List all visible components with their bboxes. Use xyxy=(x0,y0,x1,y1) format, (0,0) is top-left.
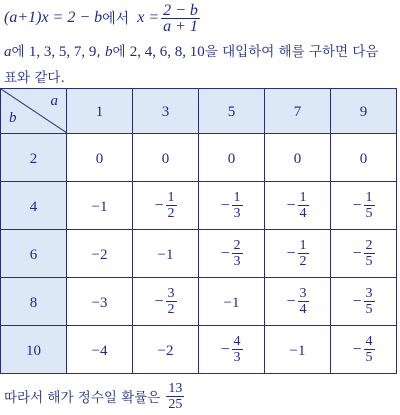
cell-fraction xyxy=(232,190,243,221)
table-row xyxy=(1,134,397,182)
table-row xyxy=(1,326,397,374)
column-header-a-5 xyxy=(331,89,397,134)
cell-value xyxy=(286,286,308,317)
cell-value xyxy=(352,238,374,269)
table-cell xyxy=(67,182,133,230)
variable-a: a xyxy=(4,44,12,60)
table-cell xyxy=(331,230,397,278)
column-header-label: 5 xyxy=(227,104,236,120)
minus-sign: − xyxy=(154,196,164,214)
table-row xyxy=(1,182,397,230)
table-cell xyxy=(199,230,265,278)
cell-value xyxy=(352,286,374,317)
column-header-label: 9 xyxy=(359,104,368,120)
equation-suffix: 에서 xyxy=(102,11,130,27)
cell-value: −3 xyxy=(91,294,108,311)
cell-denominator: 5 xyxy=(365,302,373,317)
minus-sign: − xyxy=(352,196,362,214)
column-header-label: 1 xyxy=(95,104,104,120)
cell-value xyxy=(286,190,308,221)
table-row xyxy=(1,278,397,326)
cell-fraction xyxy=(364,334,375,365)
table-cell xyxy=(265,182,331,230)
table-cell xyxy=(265,230,331,278)
table-cell xyxy=(199,182,265,230)
cell-value xyxy=(154,190,176,221)
cell-fraction xyxy=(232,238,243,269)
table-cell xyxy=(133,134,199,182)
minus-sign: − xyxy=(286,196,296,214)
column-header-a-2 xyxy=(133,89,199,134)
x-label: x = xyxy=(137,9,160,26)
cell-denominator: 4 xyxy=(299,302,307,317)
cell-value: 0 xyxy=(161,150,170,167)
cell-value: −2 xyxy=(157,342,174,359)
table-cell xyxy=(331,182,397,230)
row-header-label: 10 xyxy=(26,342,41,359)
table-cell xyxy=(133,230,199,278)
a-suffix: 에 xyxy=(11,44,29,60)
cell-value: −1 xyxy=(289,342,306,359)
cell-numerator: 1 xyxy=(299,190,307,205)
corner-label-b: b xyxy=(9,110,17,126)
cell-value: 0 xyxy=(359,150,368,167)
table-cell xyxy=(67,278,133,326)
equation-lhs: (a+1)x = 2 − b xyxy=(4,9,103,26)
minus-sign: − xyxy=(220,340,230,358)
row-header-b xyxy=(1,182,67,230)
cell-denominator: 5 xyxy=(365,254,373,269)
cell-value xyxy=(220,190,242,221)
table-cell xyxy=(133,326,199,374)
cell-fraction xyxy=(298,190,309,221)
column-header-a-4 xyxy=(265,89,331,134)
table-cell xyxy=(133,278,199,326)
table-cell xyxy=(199,326,265,374)
cell-value: −1 xyxy=(157,246,174,263)
table-cell xyxy=(199,278,265,326)
cell-denominator: 3 xyxy=(233,206,241,221)
cell-numerator: 1 xyxy=(167,190,175,205)
solution-table xyxy=(0,88,397,374)
row-header-b xyxy=(1,326,67,374)
table-cell xyxy=(133,182,199,230)
table-cell xyxy=(67,134,133,182)
sentence-rest: 을 대입하여 해를 구하면 다음 xyxy=(204,44,379,60)
cell-numerator: 1 xyxy=(233,190,241,205)
cell-value xyxy=(352,334,374,365)
probability-numerator: 13 xyxy=(168,380,183,396)
cell-denominator: 3 xyxy=(233,350,241,365)
corner-label-a: a xyxy=(50,93,58,109)
row-header-label: 4 xyxy=(29,198,38,215)
cell-denominator: 5 xyxy=(365,206,373,221)
cell-value: 0 xyxy=(95,150,104,167)
table-cell xyxy=(265,326,331,374)
table-header-row xyxy=(1,89,397,134)
cell-fraction xyxy=(232,334,243,365)
minus-sign: − xyxy=(352,292,362,310)
minus-sign: − xyxy=(220,244,230,262)
cell-value xyxy=(154,286,176,317)
cell-fraction xyxy=(166,286,177,317)
column-header-label: 7 xyxy=(293,104,302,120)
a-values: 1, 3, 5, 7, 9 xyxy=(28,44,97,60)
table-cell xyxy=(67,230,133,278)
cell-numerator: 3 xyxy=(299,286,307,301)
table-corner-cell xyxy=(1,89,67,134)
cell-fraction xyxy=(364,190,375,221)
cell-value: −4 xyxy=(91,342,108,359)
cell-numerator: 1 xyxy=(365,190,373,205)
cell-denominator: 5 xyxy=(365,350,373,365)
cell-fraction xyxy=(298,238,309,269)
minus-sign: − xyxy=(220,196,230,214)
column-header-a-1 xyxy=(67,89,133,134)
b-values: 2, 4, 6, 8, 10 xyxy=(129,44,205,60)
cell-value xyxy=(220,238,242,269)
cell-numerator: 4 xyxy=(365,334,373,349)
cell-numerator: 2 xyxy=(365,238,373,253)
b-suffix: 에 xyxy=(112,44,130,60)
table-cell xyxy=(265,278,331,326)
minus-sign: − xyxy=(154,292,164,310)
column-header-a-3 xyxy=(199,89,265,134)
probability-fraction xyxy=(166,381,184,412)
conclusion-line xyxy=(4,378,184,414)
minus-sign: − xyxy=(286,244,296,262)
cell-value: −1 xyxy=(91,198,108,215)
fraction-denominator: a + 1 xyxy=(163,17,198,35)
cell-denominator: 2 xyxy=(167,206,175,221)
table-cell xyxy=(265,134,331,182)
table-cell xyxy=(331,134,397,182)
table-cell xyxy=(331,278,397,326)
cell-fraction xyxy=(298,286,309,317)
cell-value: −1 xyxy=(223,294,240,311)
variable-b: b xyxy=(104,44,113,60)
row-header-b xyxy=(1,134,67,182)
row-header-b xyxy=(1,278,67,326)
probability-denominator: 25 xyxy=(168,396,183,412)
solution-fraction xyxy=(161,3,200,34)
minus-sign: − xyxy=(352,340,362,358)
substitution-sentence: a에 1, 3, 5, 7, 9, b에 2, 4, 6, 8, 10을 대입하여 해를 구하면 다음 xyxy=(4,44,379,60)
table-cell xyxy=(67,326,133,374)
row-header-label: 2 xyxy=(29,150,38,167)
table-row xyxy=(1,230,397,278)
column-header-label: 3 xyxy=(161,104,170,120)
table-cell xyxy=(331,326,397,374)
row-header-label: 6 xyxy=(29,246,38,263)
cell-value xyxy=(286,238,308,269)
cell-numerator: 1 xyxy=(299,238,307,253)
cell-numerator: 3 xyxy=(365,286,373,301)
cell-denominator: 4 xyxy=(299,206,307,221)
cell-denominator: 2 xyxy=(167,302,175,317)
cell-denominator: 3 xyxy=(233,254,241,269)
cell-numerator: 2 xyxy=(233,238,241,253)
minus-sign: − xyxy=(352,244,362,262)
cell-value: 0 xyxy=(227,150,236,167)
row-header-label: 8 xyxy=(29,294,38,311)
cell-fraction xyxy=(166,190,177,221)
equation-line xyxy=(4,0,202,36)
cell-value: −2 xyxy=(91,246,108,263)
conclusion-text: 따라서 해가 정수일 확률은 xyxy=(4,390,161,406)
cell-denominator: 2 xyxy=(299,254,307,269)
row-header-b xyxy=(1,230,67,278)
cell-fraction xyxy=(364,286,375,317)
minus-sign: − xyxy=(286,292,296,310)
cell-value xyxy=(352,190,374,221)
cell-value xyxy=(220,334,242,365)
substitution-sentence-cont: 표와 같다. xyxy=(4,70,65,86)
cell-numerator: 3 xyxy=(167,286,175,301)
table-cell xyxy=(199,134,265,182)
cell-numerator: 4 xyxy=(233,334,241,349)
fraction-numerator: 2 − b xyxy=(163,1,198,19)
cell-fraction xyxy=(364,238,375,269)
cell-value: 0 xyxy=(293,150,302,167)
